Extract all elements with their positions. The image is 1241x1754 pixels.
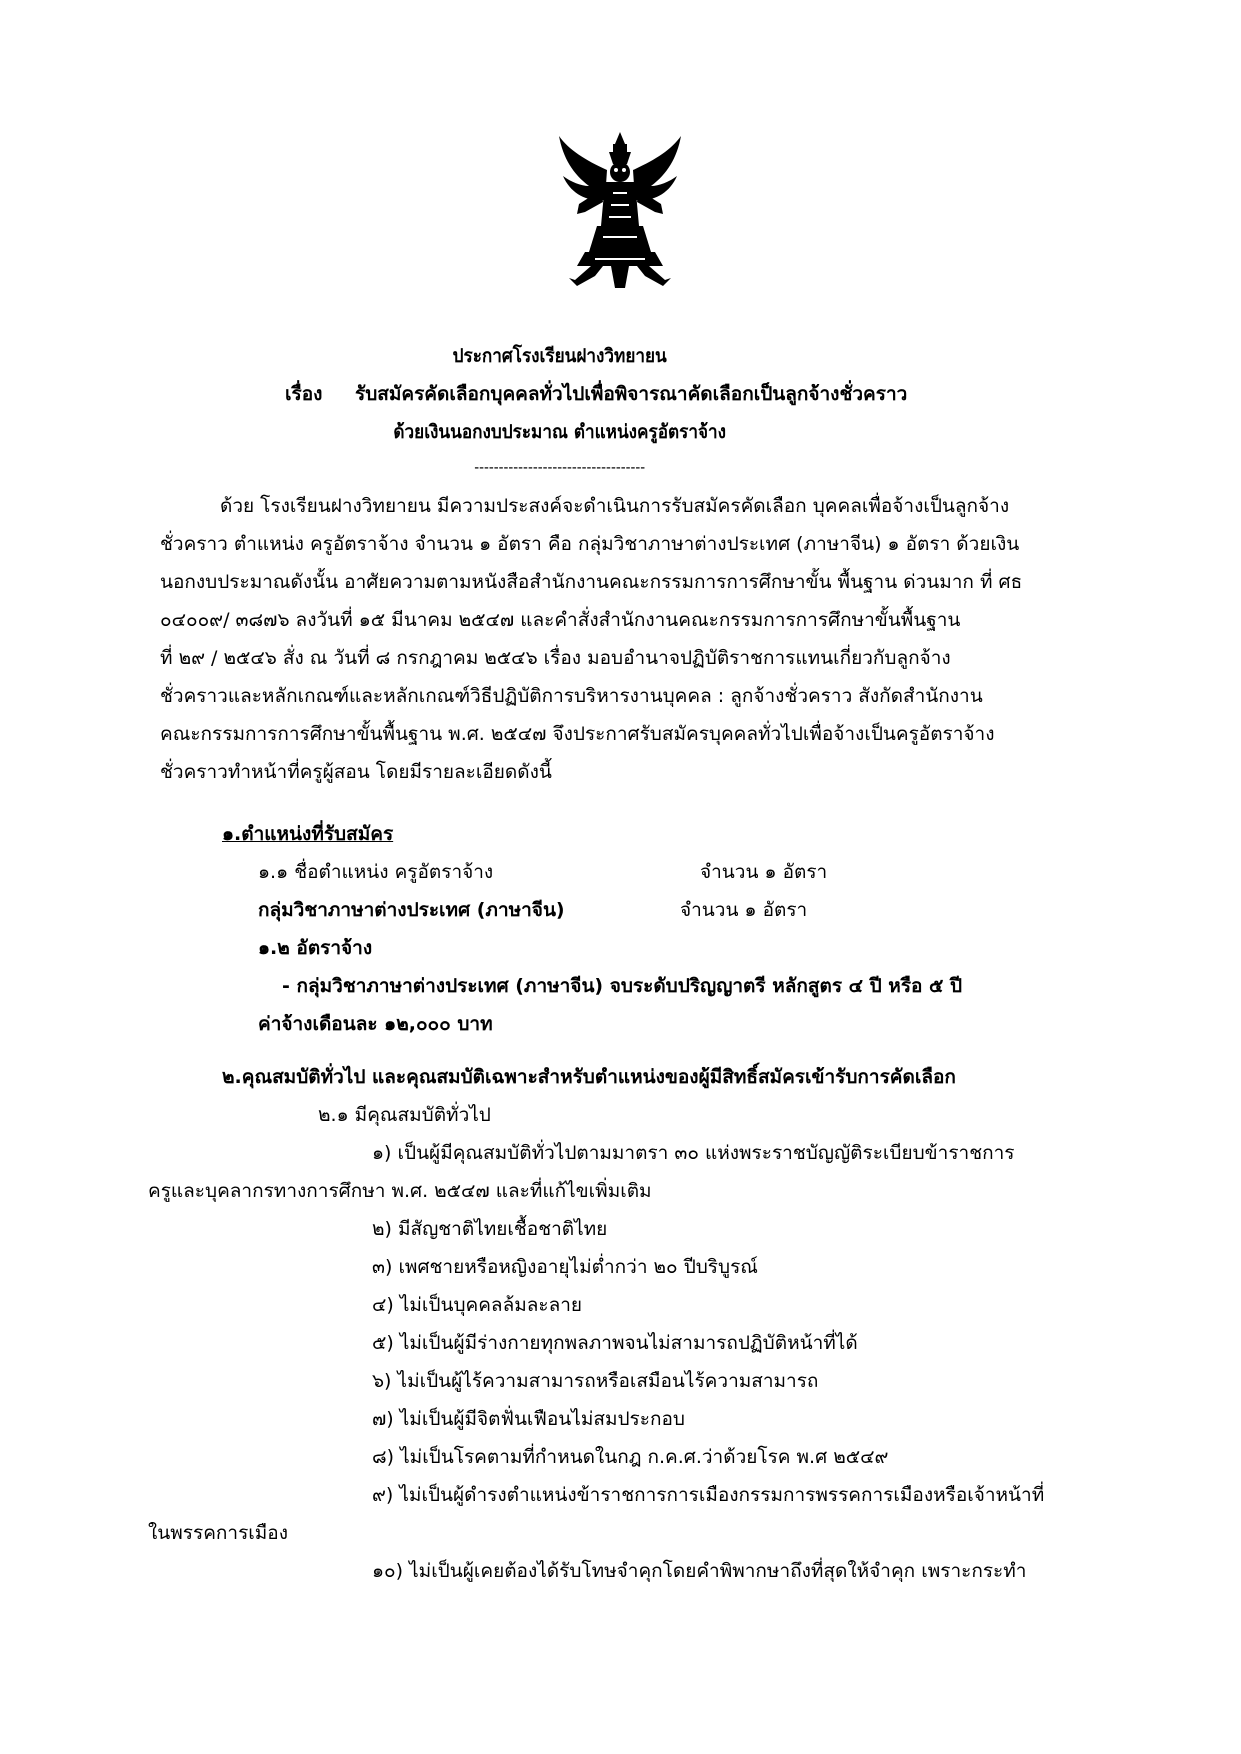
position-count: จำนวน ๑ อัตรา	[700, 861, 828, 883]
qualification-7: ๗) ไม่เป็นผู้มีจิตฟั่นเฟือนไม่สมประกอบ	[372, 1408, 685, 1430]
qualification-1-cont: ครูและบุคลากรทางการศึกษา พ.ศ. ๒๕๔๗ และที่แก้ไขเพิ่มเติม	[148, 1180, 652, 1202]
qualification-1: ๑) เป็นผู้มีคุณสมบัติทั่วไปตามมาตรา ๓๐ แห่งพระราชบัญญัติระเบียบข้าราชการ	[372, 1142, 1015, 1164]
intro-line-8: ชั่วคราวทำหน้าที่ครูผู้สอน โดยมีรายละเอียดดังนี้	[160, 761, 552, 783]
qualification-3: ๓) เพศชายหรือหญิงอายุไม่ต่ำกว่า ๒๐ ปีบริบูรณ์	[372, 1256, 758, 1278]
subject-text-line2: ด้วยเงินนอกงบประมาณ ตำแหน่งครูอัตราจ้าง	[393, 421, 726, 443]
intro-line-4: ๐๔๐๐๙/ ๓๘๗๖ ลงวันที่ ๑๕ มีนาคม ๒๕๔๗ และคำสั่งสำนักงานคณะกรรมการการศึกษาขั้นพื้นฐาน	[160, 609, 961, 631]
garuda-emblem-icon	[555, 130, 685, 290]
intro-line-2: ชั่วคราว ตำแหน่ง ครูอัตราจ้าง จำนวน ๑ อัตรา คือ กลุ่มวิชาภาษาต่างประเทศ (ภาษาจีน) ๑ อัตรา ด้วยเงิน	[160, 533, 1020, 555]
qualification-9: ๙) ไม่เป็นผู้ดำรงตำแหน่งข้าราชการการเมืองกรรมการพรรคการเมืองหรือเจ้าหน้าที่	[372, 1484, 1045, 1506]
qualification-5: ๕) ไม่เป็นผู้มีร่างกายทุกพลภาพจนไม่สามารถปฏิบัติหน้าที่ได้	[372, 1332, 858, 1354]
qualification-10: ๑๐) ไม่เป็นผู้เคยต้องได้รับโทษจำคุกโดยคำพิพากษาถึงที่สุดให้จำคุก เพราะกระทำ	[372, 1560, 1027, 1582]
qualification-6: ๖) ไม่เป็นผู้ไร้ความสามารถหรือเสมือนไร้ความสามารถ	[372, 1370, 819, 1392]
subject-text: รับสมัครคัดเลือกบุคคลทั่วไปเพื่อพิจารณาคัดเลือกเป็นลูกจ้างชั่วคราว	[355, 383, 908, 405]
intro-line-1: ด้วย โรงเรียนฝางวิทยายน มีความประสงค์จะดำเนินการรับสมัครคัดเลือก บุคคลเพื่อจ้างเป็นลูกจ้าง	[220, 495, 1010, 517]
announcement-title: ประกาศโรงเรียนฝางวิทยายน	[452, 345, 667, 367]
subject-group-count: จำนวน ๑ อัตรา	[680, 899, 808, 921]
subsection-2-1: ๒.๑ มีคุณสมบัติทั่วไป	[318, 1104, 491, 1126]
subject-group: กลุ่มวิชาภาษาต่างประเทศ (ภาษาจีน)	[258, 899, 565, 921]
intro-line-6: ชั่วคราวและหลักเกณฑ์และหลักเกณฑ์วิธีปฏิบัติการบริหารงานบุคคล : ลูกจ้างชั่วคราว สังกัดสำนักงาน	[160, 685, 983, 707]
separator: -----------------------------------	[474, 458, 646, 476]
intro-line-7: คณะกรรมการการศึกษาขั้นพื้นฐาน พ.ศ. ๒๕๔๗ จึงประกาศรับสมัครบุคคลทั่วไปเพื่อจ้างเป็นครูอัตราจ้าง	[160, 723, 995, 745]
subject-label: เรื่อง	[285, 383, 323, 405]
salary: ค่าจ้างเดือนละ ๑๒,๐๐๐ บาท	[258, 1013, 493, 1035]
position-name: ๑.๑ ชื่อตำแหน่ง ครูอัตราจ้าง	[258, 861, 494, 883]
qualification-2: ๒) มีสัญชาติไทยเชื้อชาติไทย	[372, 1218, 608, 1240]
qualification-8: ๘) ไม่เป็นโรคตามที่กำหนดในกฎ ก.ค.ศ.ว่าด้วยโรค พ.ศ ๒๕๔๙	[372, 1446, 889, 1468]
qualification-4: ๔) ไม่เป็นบุคคลล้มละลาย	[372, 1294, 583, 1316]
intro-line-5: ที่ ๒๙ / ๒๕๔๖ สั่ง ณ วันที่ ๘ กรกฎาคม ๒๕๔๖ เรื่อง มอบอำนาจปฏิบัติราชการแทนเกี่ยวกับลูกจ้าง	[160, 647, 951, 669]
section2-heading: ๒.คุณสมบัติทั่วไป และคุณสมบัติเฉพาะสำหรับตำแหน่งของผู้มีสิทธิ์สมัครเข้ารับการคัดเลือก	[222, 1066, 956, 1088]
intro-line-3: นอกงบประมาณดังนั้น อาศัยความตามหนังสือสำนักงานคณะกรรมการการศึกษาขั้น พื้นฐาน ด่วนมาก ที่ ศธ	[160, 571, 1023, 593]
rate-qualification: - กลุ่มวิชาภาษาต่างประเทศ (ภาษาจีน) จบระดับปริญญาตรี หลักสูตร ๔ ปี หรือ ๕ ปี	[282, 975, 963, 997]
rate-heading: ๑.๒ อัตราจ้าง	[258, 937, 373, 959]
qualification-9-cont: ในพรรคการเมือง	[148, 1522, 288, 1544]
section1-heading: ๑.ตำแหน่งที่รับสมัคร	[222, 823, 394, 845]
